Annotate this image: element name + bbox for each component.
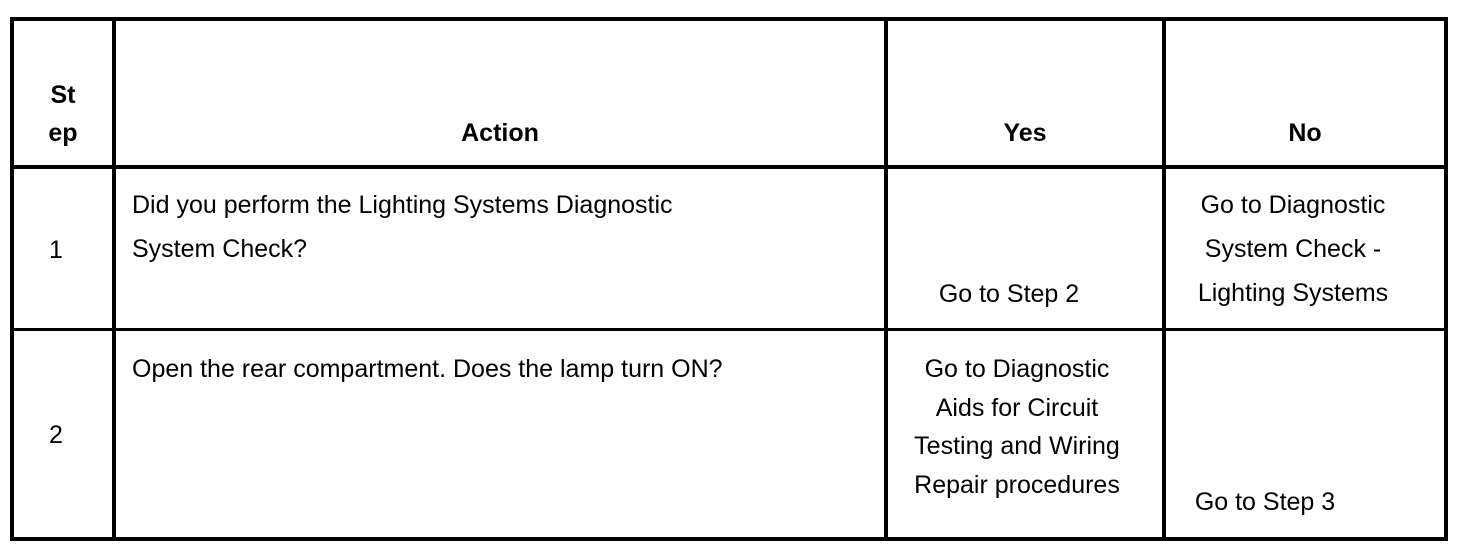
row-1-yes: Go to Step 2 <box>938 280 1080 308</box>
header-no: No <box>1288 119 1322 147</box>
column-divider-step <box>112 17 116 541</box>
row-2-step: 2 <box>49 421 63 449</box>
header-divider <box>10 165 1448 169</box>
row-2-no: Go to Step 3 <box>1194 488 1336 516</box>
row-divider <box>10 328 1448 331</box>
row-2-action: Open the rear compartment. Does the lamp turn ON? <box>132 355 723 383</box>
header-yes: Yes <box>1003 119 1047 147</box>
row-1-action: Did you perform the Lighting Systems Diagnostic System Check? <box>132 191 673 263</box>
header-action: Action <box>461 119 539 147</box>
row-1-step: 1 <box>49 236 63 264</box>
header-step: St ep <box>48 81 78 147</box>
table-border-top <box>10 17 1448 21</box>
row-1-no: Go to Diagnostic System Check - Lighting Systems <box>1197 191 1389 307</box>
row-2-yes: Go to Diagnostic Aids for Circuit Testing and Wiring Repair procedures <box>914 355 1120 499</box>
table-border-bottom <box>10 537 1448 541</box>
table-border-right <box>1444 17 1448 541</box>
